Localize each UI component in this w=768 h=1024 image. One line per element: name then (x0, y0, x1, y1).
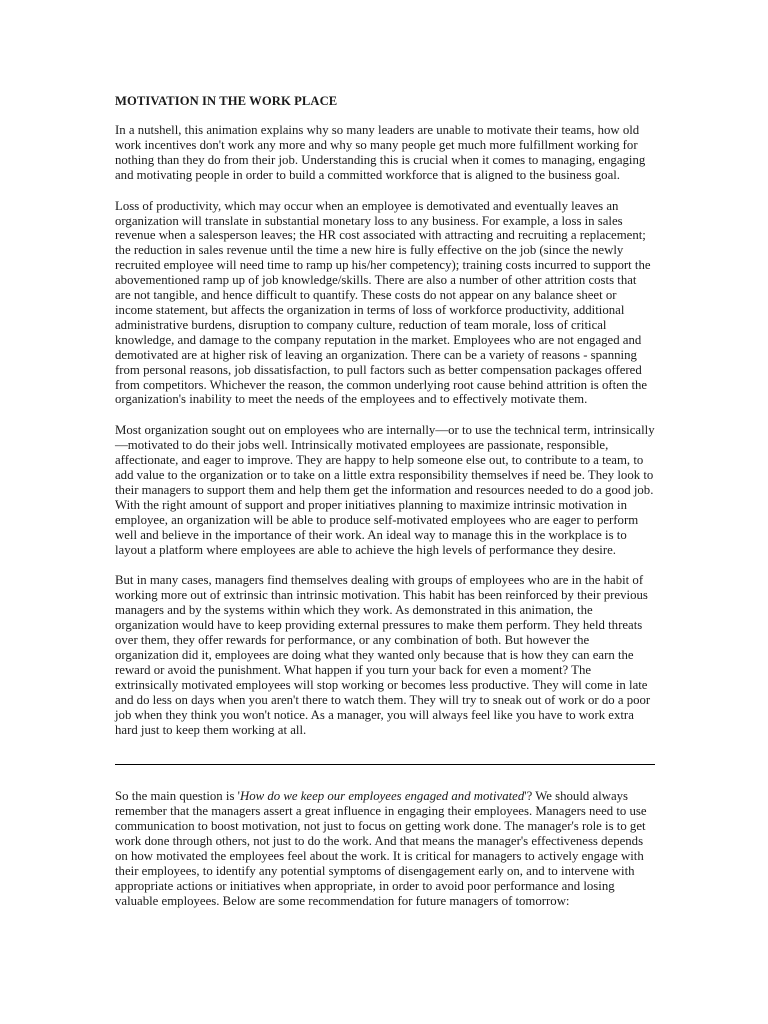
main-question-lead: So the main question is ' (115, 789, 240, 804)
paragraph-productivity-loss: Loss of productivity, which may occur when an employee is demotivated and eventually leaves an organization will translate in substantial monetary loss to any business. For example, a loss in sales revenue when a salesperson leaves; the HR cost associated with attracting and recruiting a replacement; the reduction in sales revenue until the time a new hire is fully effective on the job (since the newly recruited employee will need time to ramp up his/her competency); training costs incurred to support the abovementioned ramp up of job knowledge/skills. There are also a number of other attrition costs that are not tangible, and hence difficult to quantify. These costs do not appear on any balance sheet or income statement, but affects the organization in terms of loss of workforce productivity, additional administrative burdens, disruption to company culture, reduction of team morale, loss of critical knowledge, and damage to the company reputation in the market. Employees who are not engaged and demotivated are at higher risk of leaving an organization. There can be a variety of reasons - spanning from personal reasons, job dissatisfaction, to pull factors such as better compensation packages offered from competitors. Whichever the reason, the common underlying root cause behind attrition is often the organization's inability to meet the needs of the employees and to effectively motivate them. (115, 198, 651, 407)
document-page (115, 94, 655, 925)
paragraph-main-question (115, 789, 655, 908)
main-question-text: How do we keep our employees engaged and motivated (239, 789, 525, 804)
section-divider (115, 764, 655, 765)
paragraph-intro: In a nutshell, this animation explains why so many leaders are unable to motivate their teams, how old work incentives don't work any more and why so many people get much more fulfillment working for nothing than they do from their job. Understanding this is crucial when it comes to managing, engaging and motivating people in order to build a committed workforce that is aligned to the business goal. (115, 123, 646, 182)
paragraph-intrinsic-motivation: Most organization sought out on employees who are internally—or to use the technical term, intrinsically—motivated to do their jobs well. Intrinsically motivated employees are passionate, responsible, affectionate, and eager to improve. They are happy to help someone else out, to contribute to a team, to add value to the organization or to take on a little extra responsibility themselves if need be. They look to their managers to support them and help them get the information and resources needed to do a good job. With the right amount of support and proper initiatives planning to maximize intrinsic motivation in employee, an organization will be able to produce self-motivated employees who are eager to perform well and believe in the importance of their work. An ideal way to manage this in the workplace is to layout a platform where employees are able to achieve the high levels of performance they desire. (115, 423, 655, 557)
paragraph-extrinsic-motivation: But in many cases, managers find themselves dealing with groups of employees who are in the habit of working more out of extrinsic than intrinsic motivation. This habit has been reinforced by their previous managers and by the systems within which they work. As demonstrated in this animation, the organization would have to keep providing external pressures to make them perform. They held threats over them, they offer rewards for performance, or any combination of both. But however the organization did it, employees are doing what they wanted only because that is how they can earn the reward or avoid the punishment. What happen if you turn your back for even a moment? The extrinsically motivated employees will stop working or becomes less productive. They will come in late and do less on days when you aren't there to watch them. They will try to sneak out of work or do a poor job when they think you won't notice. As a manager, you will always feel like you have to work extra hard just to keep them working at all. (115, 573, 651, 737)
document-title: MOTIVATION IN THE WORK PLACE (115, 94, 338, 108)
main-question-rest: '? We should always remember that the managers assert a great influence in engaging their employees. Managers need to use communication to boost motivation, not just to focus on getting work done. The manager's role is to get work done through others, not just to do the work. And that means the manager's effectiveness depends on how motivated the employees feel about the work. It is critical for managers to actively engage with their employees, to identify any potential symptoms of disengagement early on, and to intervene with appropriate actions or initiatives when appropriate, in order to avoid poor performance and losing valuable employees. Below are some recommendation for future managers of tomorrow: (115, 789, 647, 908)
